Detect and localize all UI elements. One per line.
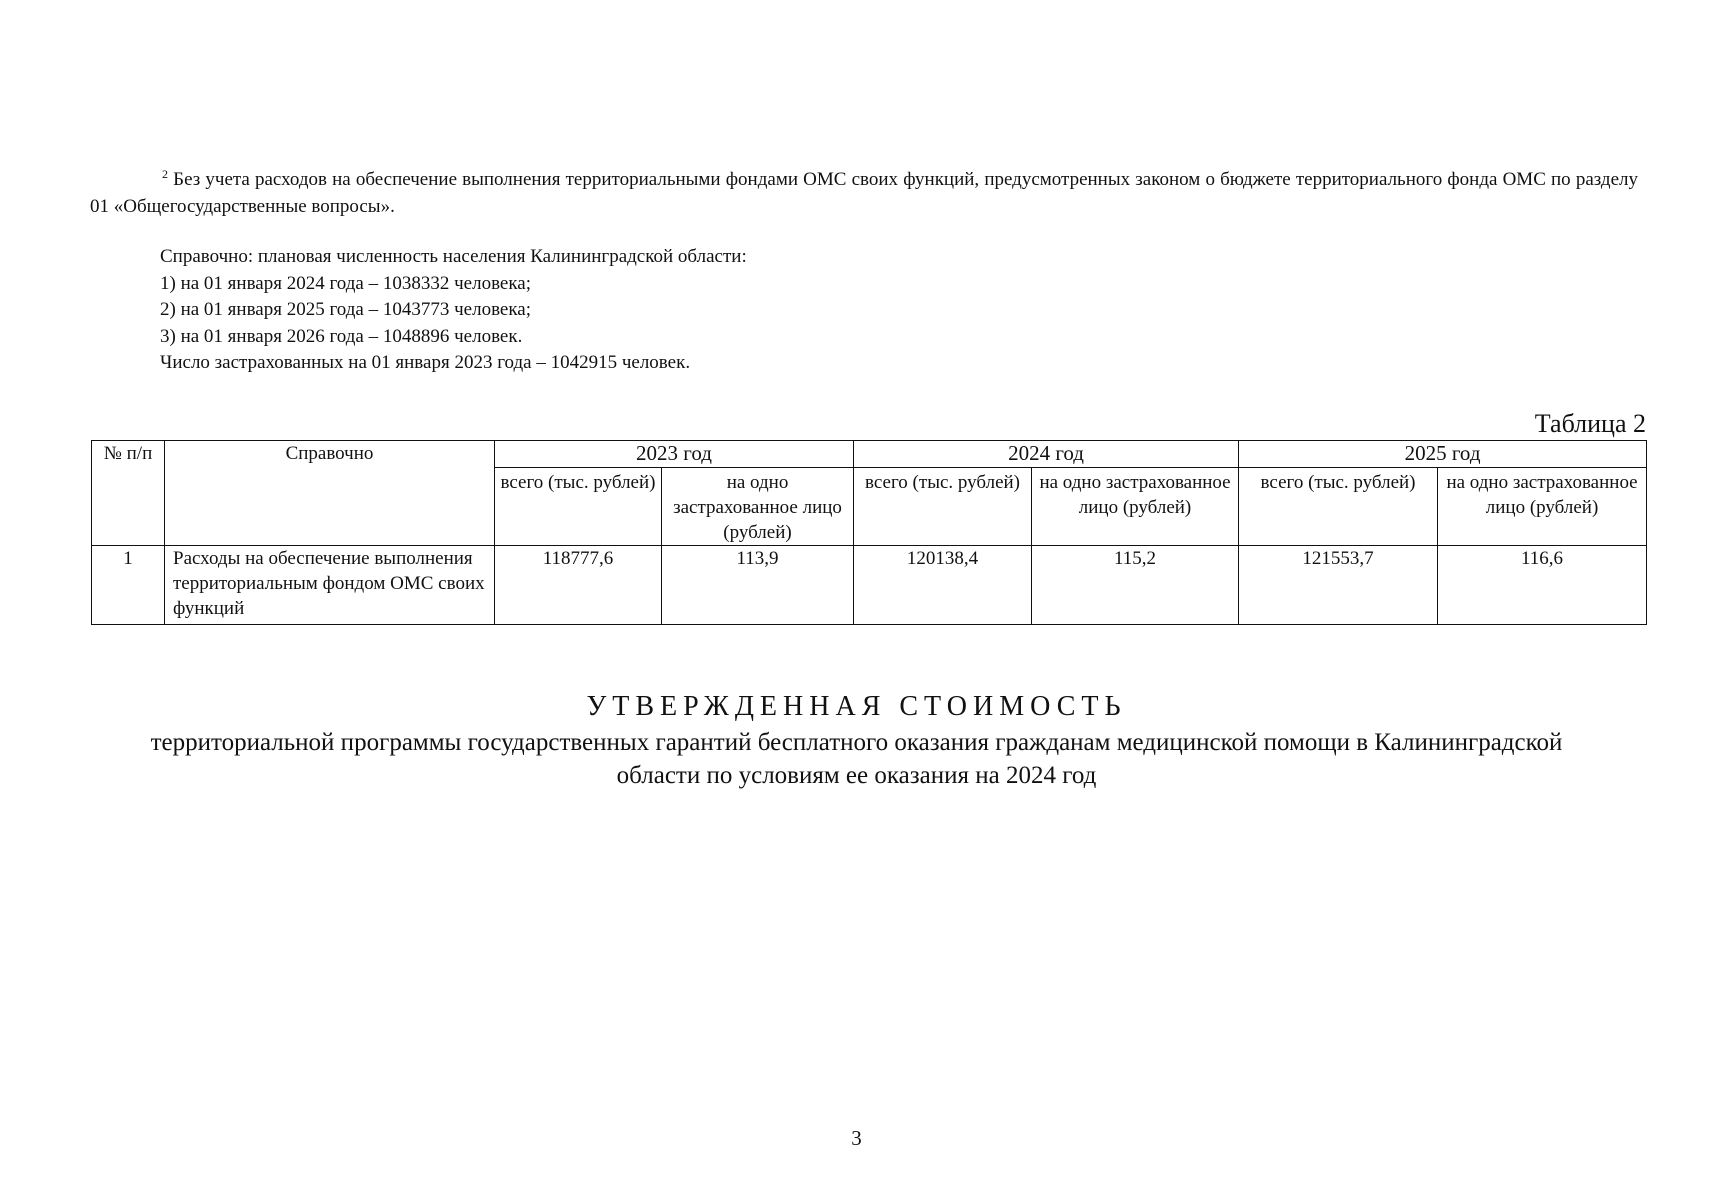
cell-total-2025: 121553,7 [1239, 546, 1438, 625]
reference-insured: Число застрахованных на 01 января 2023 года – 1042915 человек. [160, 352, 691, 373]
reference-item: 1) на 01 января 2024 года – 1038332 человека; [160, 272, 532, 294]
header-reference: Справочно [165, 441, 495, 546]
reference-heading: Справочно: плановая численность населения Калининградской области: [160, 246, 747, 267]
title-sub: территориальной программы государственных гарантий бесплатного оказания гражданам медицинской помощи в Калининградской области по условиям ее оказания на 2024 год [150, 729, 1563, 789]
title-main: УТВЕРЖДЕННАЯ СТОИМОСТЬ [586, 691, 1127, 722]
table-row [92, 546, 1647, 625]
cell-total-2024: 120138,4 [854, 546, 1032, 625]
header-total-2025: всего (тыс. рублей) [1239, 468, 1438, 546]
reference-block [160, 244, 747, 377]
row-number: 1 [92, 546, 165, 625]
footnote-marker: 2 [162, 167, 168, 181]
header-number: № п/п [92, 441, 165, 546]
reference-item: 3) на 01 января 2026 года – 1048896 человек. [160, 325, 523, 347]
header-per-insured-2023: на одно застрахованное лицо (рублей) [662, 468, 854, 546]
header-per-insured-2025: на одно застрахованное лицо (рублей) [1438, 468, 1647, 546]
reference-item: 2) на 01 января 2025 года – 1043773 человека; [160, 299, 532, 320]
header-year-2023: 2023 год [495, 441, 854, 468]
header-year-2024: 2024 год [854, 441, 1239, 468]
header-per-insured-2024: на одно застрахованное лицо (рублей) [1032, 468, 1239, 546]
header-total-2024: всего (тыс. рублей) [854, 468, 1032, 546]
header-total-2023: всего (тыс. рублей) [495, 468, 662, 546]
header-year-2025: 2025 год [1239, 441, 1647, 468]
table-caption: Таблица 2 [1534, 409, 1646, 438]
page-number: 3 [851, 1126, 862, 1150]
expenses-table [91, 440, 1647, 625]
cell-total-2023: 118777,6 [495, 546, 662, 625]
footnote-text: Без учета расходов на обеспечение выполнения территориальными фондами ОМС своих функций, предусмотренных законом о бюджете территориального фонда ОМС по разделу 01 «Общегосударственные вопросы». [90, 169, 1639, 217]
cell-per-insured-2024: 115,2 [1032, 546, 1239, 625]
cell-per-insured-2023: 113,9 [662, 546, 854, 625]
footnote [90, 166, 1638, 220]
row-name: Расходы на обеспечение выполнения территориальным фондом ОМС своих функций [165, 546, 495, 625]
cell-per-insured-2025: 116,6 [1438, 546, 1647, 625]
section-title [0, 690, 1713, 792]
